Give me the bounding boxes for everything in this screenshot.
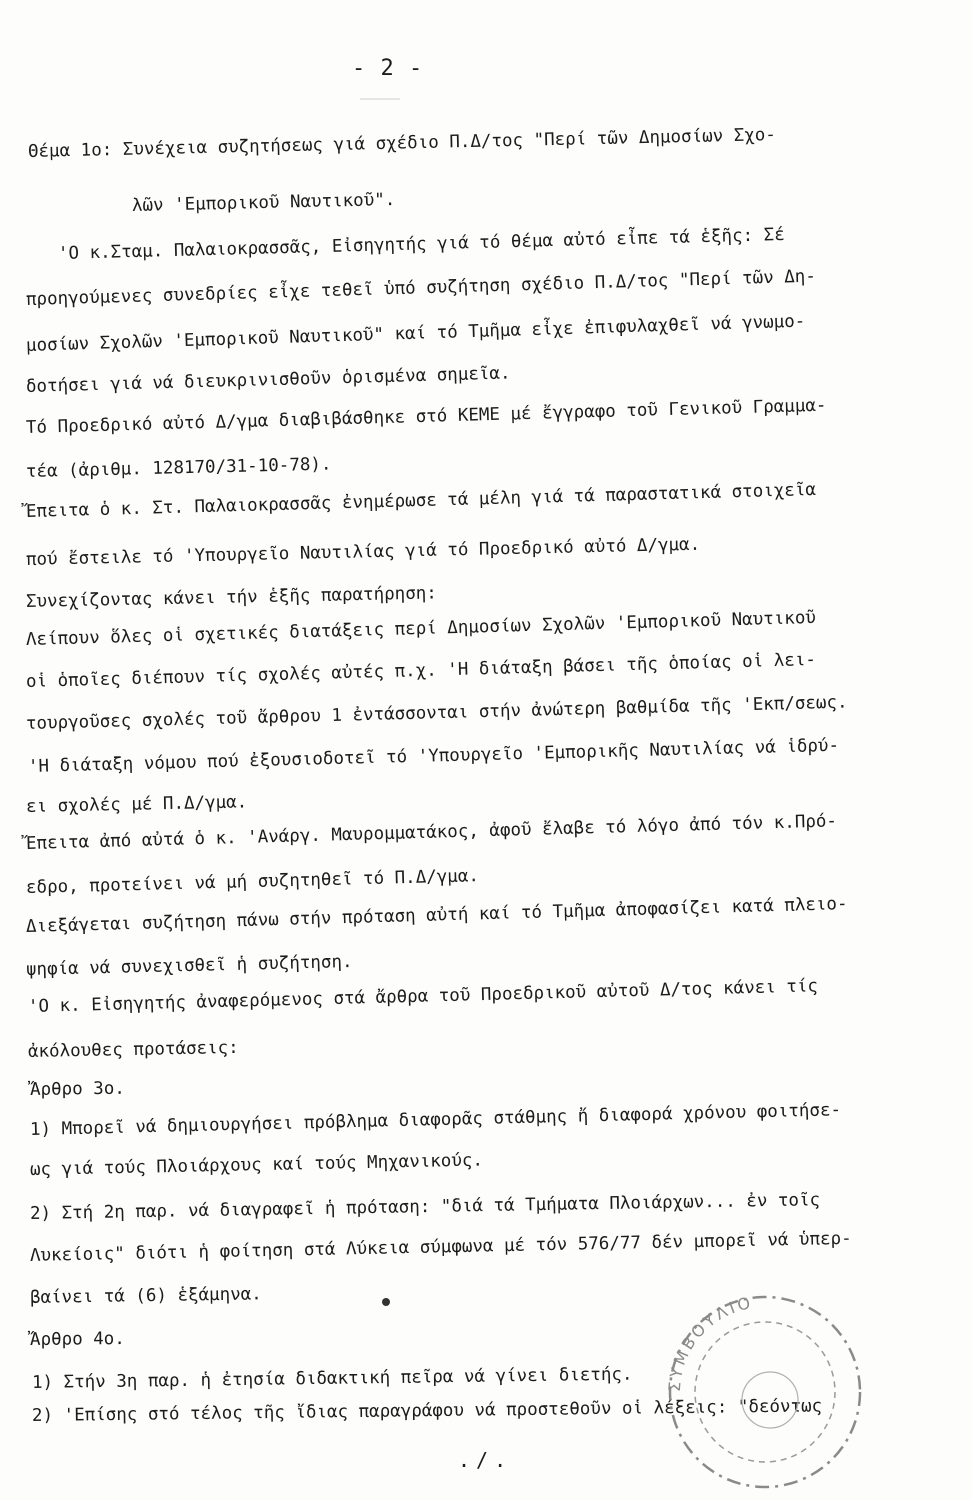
stamp-text: ΣΥΜΒΟΥΛΙΟ bbox=[664, 1292, 755, 1393]
text-line: δοτήσει γιά νά διευκρινισθοῦν ὁρισμένα σημεῖα. bbox=[25, 363, 511, 397]
text-line: Συνεχίζοντας κάνει τήν ἑξῆς παρατήρηση: bbox=[25, 583, 438, 612]
text-line: ἀκόλουθες προτάσεις: bbox=[27, 1037, 239, 1062]
text-line: ει σχολές μέ Π.Δ/γμα. bbox=[25, 792, 248, 817]
text-line: 'Ο κ. Εἰσηγητής ἀναφερόμενος στά ἄρθρα τοῦ Προεδρικοῦ αὐτοῦ Δ/τος κάνει τίς bbox=[27, 976, 819, 1017]
text-line: Ἔπειτα ὁ κ. Στ. Παλαιοκρασσᾶς ἐνημέρωσε τά μέλη γιά τά παραστατικά στοιχεῖα bbox=[25, 479, 817, 522]
text-line: εδρο, προτείνει νά μή συζητηθεῖ τό Π.Δ/γμα. bbox=[25, 866, 480, 898]
text-line: πού ἔστειλε τό 'Υπουργεῖο Ναυτιλίας γιά τό Προεδρικό αὐτό Δ/γμα. bbox=[25, 534, 701, 570]
text-line: 'Ο κ.Σταμ. Παλαιοκρασσᾶς, Εἰσηγητής γιά τό θέμα αὐτό εἶπε τά ἑξῆς: Σέ bbox=[57, 224, 785, 264]
text-line: 2) 'Επίσης στό τέλος τῆς ἴδιας παραγράφου νά προστεθοῦν οἱ λέξεις: "δεόντως bbox=[31, 1396, 823, 1426]
text-line: ως γιά τούς Πλοιάρχους καί τούς Μηχανικούς. bbox=[29, 1150, 484, 1180]
text-line: Λείπουν ὅλες οἱ σχετικές διατάξεις περί Δημοσίων Σχολῶν 'Εμπορικοῦ Ναυτικοῦ bbox=[25, 607, 817, 650]
text-line: 1) Μπορεῖ νά δημιουργήσει πρόβλημα διαφορᾶς στάθμης ἤ διαφορά χρόνου φοιτήσε- bbox=[29, 1100, 842, 1140]
text-line: Θέμα 1ο: Συνέχεια συζητήσεως γιά σχέδιο Π.Δ/τος "Περί τῶν Δημοσίων Σχο- bbox=[27, 125, 777, 162]
text-line: 2) Στή 2η παρ. νά διαγραφεῖ ἡ πρόταση: "διά τά Τμήματα Πλοιάρχων... ἐν τοῖς bbox=[29, 1190, 821, 1224]
svg-text:ΣΥΜΒΟΥΛΙΟ bbox=[665, 1293, 755, 1393]
text-line: προηγούμενες συνεδρίες εἶχε τεθεῖ ὑπό συζήτηση σχέδιο Π.Δ/τος "Περί τῶν Δη- bbox=[25, 266, 817, 310]
text-line: Ἄρθρο 3ο. bbox=[29, 1078, 125, 1100]
text-line: Ἄρθρο 4ο. bbox=[29, 1329, 125, 1350]
text-line: Τό Προεδρικό αὐτό Δ/γμα διαβιβάσθηκε στό ΚΕΜΕ μέ ἔγγραφο τοῦ Γενικοῦ Γραμμα- bbox=[25, 395, 827, 438]
text-line: οἱ ὁποῖες διέπουν τίς σχολές αὐτές π.χ. 'Η διάταξη βάσει τῆς ὁποίας οἱ λει- bbox=[25, 649, 817, 692]
page-number: - 2 - bbox=[352, 56, 424, 81]
official-stamp-icon bbox=[650, 1262, 880, 1492]
text-line: μοσίων Σχολῶν 'Εμπορικοῦ Ναυτικοῦ" καί τό Τμῆμα εἶχε ἐπιφυλαχθεῖ νά γνωμο- bbox=[25, 311, 806, 356]
text-line: 1) Στήν 3η παρ. ἡ ἐτησία διδακτική πεῖρα νά γίνει διετής. bbox=[31, 1364, 633, 1393]
text-line: ψηφία νά συνεχισθεῖ ἡ συζήτηση. bbox=[25, 952, 353, 980]
text-line: τέα (ἀριθμ. 128170/31-10-78). bbox=[25, 454, 332, 482]
faint-mark bbox=[360, 98, 400, 100]
ink-dot bbox=[382, 1298, 390, 1306]
continuation-mark: ./. bbox=[458, 1448, 513, 1472]
text-line: Διεξάγεται συζήτηση πάνω στήν πρόταση αὐτή καί τό Τμῆμα ἀποφασίζει κατά πλειο- bbox=[25, 894, 848, 937]
text-line: 'Η διάταξη νόμου πού ἐξουσιοδοτεῖ τό 'Υπουργεῖο 'Εμπορικῆς Ναυτιλίας νά ἱδρύ- bbox=[27, 735, 840, 777]
text-line: τουργοῦσες σχολές τοῦ ἄρθρου 1 ἐντάσσονται στήν ἀνώτερη βαθμίδα τῆς 'Εκπ/σεως. bbox=[25, 692, 848, 734]
text-line: λῶν 'Εμπορικοῦ Ναυτικοῦ". bbox=[131, 190, 396, 216]
text-line: Λυκείοις" διότι ἡ φοίτηση στά Λύκεια σύμφωνα μέ τόν 576/77 δέν μπορεῖ νά ὑπερ- bbox=[29, 1228, 852, 1266]
text-line: βαίνει τά (6) ἑξάμηνα. bbox=[29, 1284, 262, 1308]
text-line: Ἔπειτα ἀπό αὐτά ὁ κ. 'Ανάργ. Μαυρομματάκος, ἀφοῦ ἔλαβε τό λόγο ἀπό τόν κ.Πρό- bbox=[25, 811, 838, 854]
